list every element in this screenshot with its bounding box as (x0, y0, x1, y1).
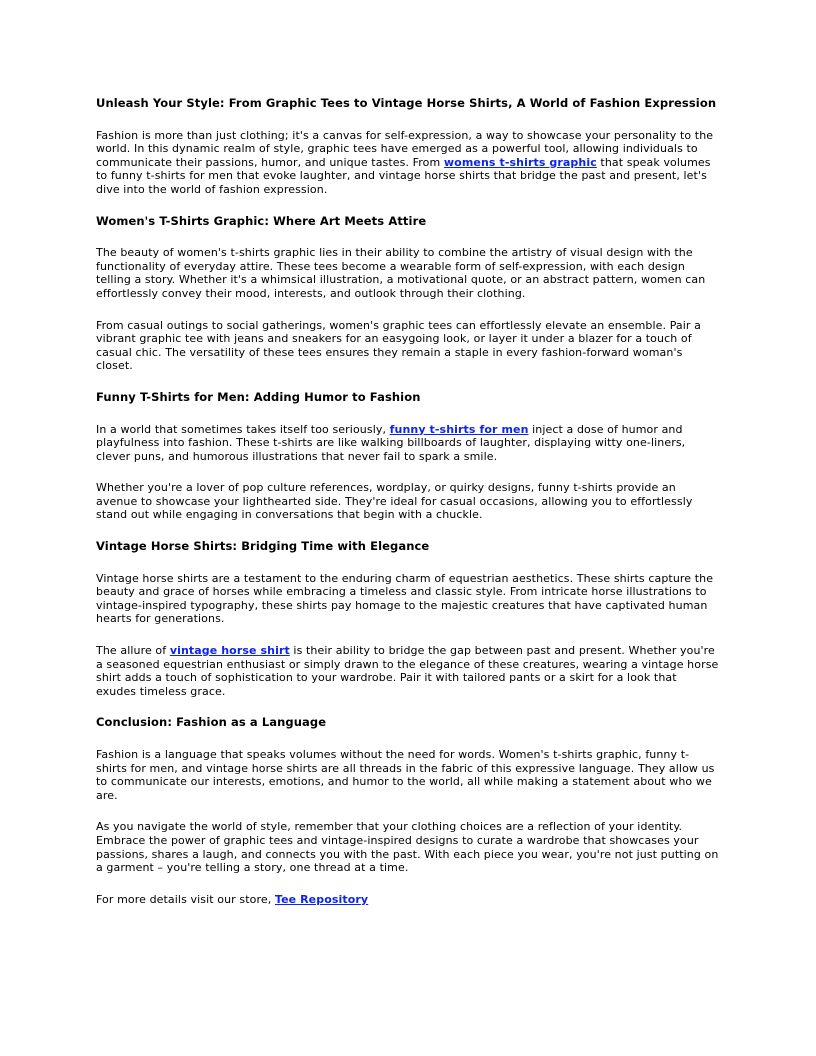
funny-paragraph-1 (96, 423, 720, 464)
link-tee-repository[interactable]: Tee Repository (274, 892, 369, 906)
section-heading-conclusion: Conclusion: Fashion as a Language (96, 715, 327, 730)
vintage-paragraph-2 (96, 644, 720, 698)
paragraph-text: that speak volumes to funny t-shirts for men that evoke laughter, and vintage horse shirts that bridge the past and present, let's dive into the world of fashion expression. (96, 155, 711, 196)
store-paragraph (96, 893, 720, 907)
link-vintage-horse-shirt[interactable]: vintage horse shirt (169, 644, 290, 658)
funny-paragraph-2: Whether you're a lover of pop culture references, wordplay, or quirky designs, funny t-shirts provide an avenue to showcase your lighthearted side. They're ideal for casual occasions, allowing you to effortlessly stand out while engaging in conversations that begin with a chuckle. (96, 481, 693, 522)
conclusion-paragraph-2: As you navigate the world of style, remember that your clothing choices are a reflection of your identity. Embrace the power of graphic tees and vintage-inspired designs to curate a wardrobe that showcases your passions, shares a laugh, and connects you with the past. With each piece you wear, you're not just putting on a garment – you're telling a story, one thread at a time. (96, 820, 719, 875)
paragraph-text: inject a dose of humor and playfulness into fashion. These t-shirts are like walking billboards of laughter, displaying witty one-liners, clever puns, and humorous illustrations that never fail to spark a smile. (96, 422, 686, 463)
paragraph-text: The allure of (96, 644, 170, 658)
conclusion-paragraph-1: Fashion is a language that speaks volumes without the need for words. Women's t-shirts graphic, funny t-shirts for men, and vintage horse shirts are all threads in the fabric of this expressive language. They allow us to communicate our interests, emotions, and humor to the world, all while making a statement about who we are. (96, 748, 715, 802)
section-heading-womens-tshirts: Women's T-Shirts Graphic: Where Art Meets Attire (96, 213, 427, 228)
article-title: Unleash Your Style: From Graphic Tees to Vintage Horse Shirts, A World of Fashion Expression (96, 96, 717, 110)
link-funny-tshirts-for-men[interactable]: funny t-shirts for men (389, 422, 529, 436)
womens-paragraph-1: The beauty of women's t-shirts graphic lies in their ability to combine the artistry of visual design with the functionality of everyday attire. These tees become a wearable form of self-expression, with each design telling a story. Whether it's a whimsical illustration, a motivational quote, or an abstract pattern, women can effortlessly convey their mood, interests, and outlook through their clothing. (96, 246, 706, 300)
section-heading-funny-tshirts: Funny T-Shirts for Men: Adding Humor to Fashion (96, 389, 421, 404)
paragraph-text: Fashion is more than just clothing; it's a canvas for self-expression, a way to showcase your personality to the world. In this dynamic realm of style, graphic tees have emerged as a powerful tool, allowing individuals to communicate their passions, humor, and unique tastes. From (96, 128, 714, 169)
intro-paragraph (96, 129, 720, 197)
paragraph-text: For more details visit our store, (96, 892, 275, 906)
section-heading-vintage-horse-shirts: Vintage Horse Shirts: Bridging Time with Elegance (96, 539, 430, 554)
link-womens-tshirts-graphic[interactable]: womens t-shirts graphic (443, 155, 597, 169)
womens-paragraph-2: From casual outings to social gatherings, women's graphic tees can effortlessly elevate an ensemble. Pair a vibrant graphic tee with jeans and sneakers for an easygoing look, or layer it under a blazer for a touch of casual chic. The versatility of these tees ensures they remain a staple in every fashion-forward woman's closet. (96, 318, 701, 373)
paragraph-text: is their ability to bridge the gap between past and present. Whether you're a seasoned equestrian enthusiast or simply drawn to the elegance of these creatures, wearing a vintage horse shirt adds a touch of sophistication to your wardrobe. Pair it with tailored pants or a skirt for a look that exudes timeless grace. (96, 644, 719, 698)
vintage-paragraph-1: Vintage horse shirts are a testament to the enduring charm of equestrian aesthetics. These shirts capture the beauty and grace of horses while embracing a timeless and classic style. From intricate horse illustrations to vintage-inspired typography, these shirts pay homage to the majestic creatures that have captivated human hearts for generations. (96, 571, 714, 626)
paragraph-text: In a world that sometimes takes itself too seriously, (96, 422, 390, 436)
